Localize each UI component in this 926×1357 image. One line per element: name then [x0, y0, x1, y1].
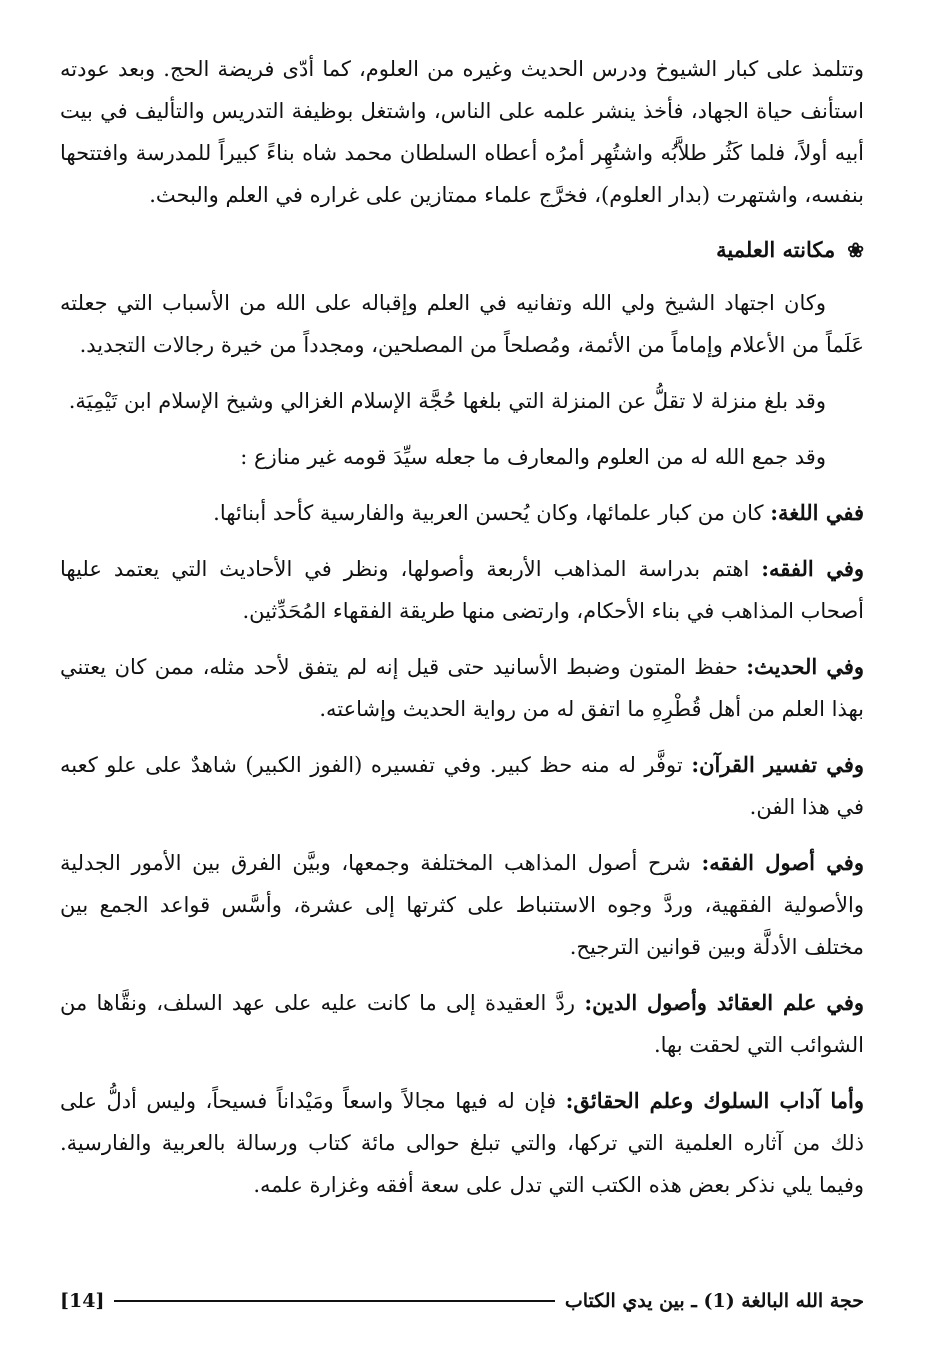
paragraph-text: اهتم بدراسة المذاهب الأربعة وأصولها، ونظر في الأحاديث التي يعتمد عليها أصحاب المذاهب في بناء الأحكام، وارتضى منها طريقة الفقهاء المُحَدِّثين.: [60, 557, 864, 623]
paragraph-lead: وفي علم العقائد وأصول الدين:: [584, 990, 865, 1015]
page-number: [14]: [60, 1290, 105, 1312]
running-title: حجة الله البالغة (1) ـ بين يدي الكتاب: [564, 1290, 864, 1312]
page-footer: [60, 1290, 864, 1312]
paragraph-text: شرح أصول المذاهب المختلفة وجمعها، وبيَّن الفرق بين الأمور الجدلية والأصولية الفقهية، وردَّ وجوه الاستنباط على كثرتها إلى عشرة، وأسَّس قواعد الجمع بين مختلف الأدلَّة وبين قوانين الترجيح.: [60, 851, 864, 959]
paragraph-lead: وفي تفسير القرآن:: [691, 752, 864, 777]
section-title: مكانته العلمية: [716, 237, 836, 262]
paragraph-hadith: [60, 646, 864, 730]
paragraph-lead: وفي أصول الفقه:: [701, 850, 864, 875]
paragraph-text: حفظ المتون وضبط الأسانيد حتى قيل إنه لم يتفق لأحد مثله، ممن كان يعتني بهذا العلم من أهل قُطْرِهِ ما اتفق له من رواية الحديث وإشاعته.: [60, 655, 864, 721]
paragraph-text: وقد جمع الله له من العلوم والمعارف ما جعله سيِّدَ قومه غير منازع :: [240, 445, 826, 469]
paragraph-fiqh: [60, 548, 864, 632]
paragraph-1: [60, 282, 864, 366]
section-heading: [60, 230, 864, 270]
paragraph-lead: وفي الحديث:: [746, 654, 864, 679]
paragraph-suluk: [60, 1080, 864, 1206]
paragraph-lead: ففي اللغة:: [770, 500, 864, 525]
paragraph-2: [60, 380, 864, 422]
paragraph-text: وقد بلغ منزلة لا تقلُّ عن المنزلة التي بلغها حُجَّة الإسلام الغزالي وشيخ الإسلام ابن تَيْمِيَة.: [68, 389, 826, 413]
paragraph-3: [60, 436, 864, 478]
footer-rule: [114, 1300, 554, 1302]
paragraph-tafsir: [60, 744, 864, 828]
paragraph-lead: وفي الفقه:: [761, 556, 864, 581]
paragraph-text: كان من كبار علمائها، وكان يُحسن العربية والفارسية كأحد أبنائها.: [213, 501, 771, 525]
paragraph-text: وكان اجتهاد الشيخ ولي الله وتفانيه في العلم وإقباله على الله من الأسباب التي جعلته عَلَماً من الأعلام وإماماً من الأئمة، ومُصلحاً من المصلحين، ومجدداً من خيرة رجالات التجديد.: [60, 291, 864, 357]
paragraph-text: ردَّ العقيدة إلى ما كانت عليه على عهد السلف، ونقَّاها من الشوائب التي لحقت بها.: [60, 991, 864, 1057]
paragraph-text: توفَّر له منه حظ كبير. وفي تفسيره (الفوز الكبير) شاهدٌ على علو كعبه في هذا الفن.: [60, 753, 864, 819]
flower-ornament-icon: ❀: [847, 238, 864, 262]
paragraph-aqaid: [60, 982, 864, 1066]
intro-paragraph: وتتلمذ على كبار الشيوخ ودرس الحديث وغيره من العلوم، كما أدّى فريضة الحج. وبعد عودته استأنف حياة الجهاد، فأخذ ينشر علمه على الناس، واشتغل بوظيفة التدريس والتأليف في بيت أبيه أولاً، فلما كَثُر طلاَّبُه واشتُهِر أمرُه أعطاه السلطان محمد شاه بناءً كبيراً للمدرسة وافتتحها بنفسه، واشتهرت (بدار العلوم)، فخرَّج علماء ممتازين على غراره في العلم والبحث.: [60, 57, 865, 207]
paragraph-usul: [60, 842, 864, 968]
paragraph-text: فإن له فيها مجالاً واسعاً ومَيْداناً فسيحاً، وليس أدلُّ على ذلك من آثاره العلمية التي تركها، والتي تبلغ حوالى مائة كتاب ورسالة بالعربية والفارسية. وفيما يلي نذكر بعض هذه الكتب التي تدل على سعة أفقه وغزارة علمه.: [60, 1089, 864, 1197]
paragraph-language: [60, 492, 864, 534]
paragraph-lead: وأما آداب السلوك وعلم الحقائق:: [565, 1088, 865, 1113]
